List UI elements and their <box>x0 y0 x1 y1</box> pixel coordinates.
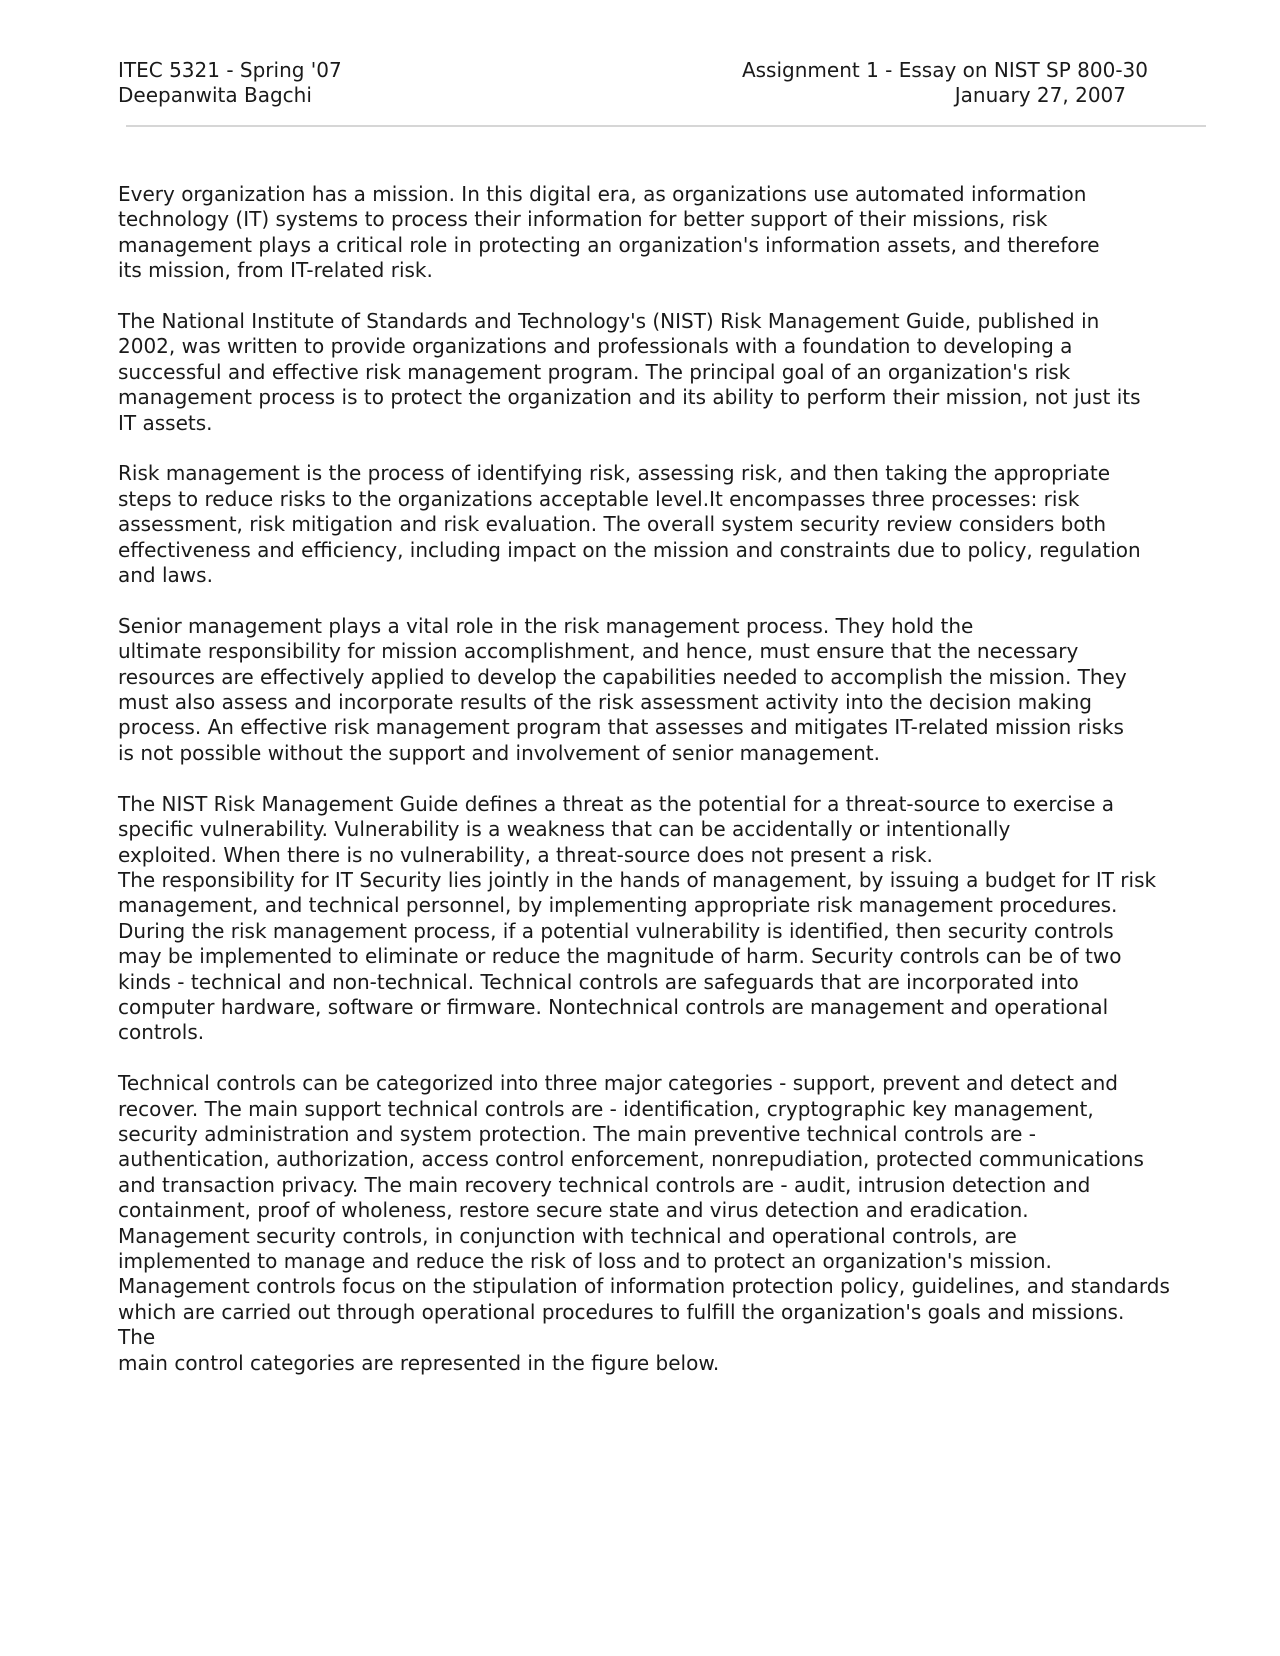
paragraph-line: and laws. <box>118 563 213 588</box>
paragraph-line: kinds - technical and non-technical. Technical controls are safeguards that are incorporated into <box>118 969 1079 994</box>
author-name: Deepanwita Bagchi <box>118 83 312 107</box>
assignment-title: Assignment 1 - Essay on NIST SP 800-30 <box>741 58 1148 82</box>
header-left-block <box>118 58 342 108</box>
paragraph-line: Every organization has a mission. In this digital era, as organizations use automated information <box>118 182 1087 206</box>
header-divider <box>126 125 1206 127</box>
paragraph-line: Management controls focus on the stipulation of information protection policy, guidelines, and standards <box>118 1274 1170 1299</box>
paragraph-line: must also assess and incorporate results of the risk assessment activity into the decision making <box>118 690 1092 715</box>
header-right-block <box>742 58 1148 108</box>
paragraph-line: exploited. When there is no vulnerability, a threat-source does not present a risk. <box>118 842 933 867</box>
paragraph-line: authentication, authorization, access control enforcement, nonrepudiation, protected communications <box>118 1147 1144 1172</box>
paragraph-line: specific vulnerability. Vulnerability is a weakness that can be accidentally or intentionally <box>118 817 1011 842</box>
paragraph-line: containment, proof of wholeness, restore secure state and virus detection and eradication. <box>118 1198 1029 1223</box>
paragraph-line: management process is to protect the organization and its ability to perform their mission, not just its <box>118 385 1141 410</box>
paragraph-line: and transaction privacy. The main recovery technical controls are - audit, intrusion detection and <box>118 1172 1091 1197</box>
paragraph-line: The responsibility for IT Security lies jointly in the hands of management, by issuing a budget for IT risk <box>118 867 1157 892</box>
paragraph-line: ultimate responsibility for mission accomplishment, and hence, must ensure that the necessary <box>118 639 1079 664</box>
paragraph-line: The <box>118 1325 156 1350</box>
paragraph-line: assessment, risk mitigation and risk evaluation. The overall system security review considers both <box>118 512 1107 537</box>
paragraph-line: recover. The main support technical controls are - identification, cryptographic key management, <box>118 1096 1094 1121</box>
paragraph-line: 2002, was written to provide organizations and professionals with a foundation to developing a <box>118 334 1073 359</box>
paragraph-line: resources are effectively applied to develop the capabilities needed to accomplish the mission. They <box>118 664 1127 689</box>
paragraph-line: IT assets. <box>118 410 213 435</box>
paragraph <box>118 309 1218 436</box>
paragraph-line: may be implemented to eliminate or reduce the magnitude of harm. Security controls can be of two <box>118 944 1122 969</box>
paragraph-line: management, and technical personnel, by implementing appropriate risk management procedures. <box>118 893 1118 918</box>
paragraph-line: process. An effective risk management program that assesses and mitigates IT-related mission risks <box>118 715 1124 740</box>
paragraph-line: controls. <box>118 1020 205 1045</box>
paragraph-line: Risk management is the process of identifying risk, assessing risk, and then taking the appropriate <box>118 461 1110 486</box>
paragraph-line: steps to reduce risks to the organizations acceptable level.It encompasses three processes: risk <box>118 486 1080 511</box>
paragraph-line: computer hardware, software or firmware. Nontechnical controls are management and operational <box>118 994 1109 1019</box>
paragraph-line: Senior management plays a vital role in the risk management process. They hold the <box>118 613 974 638</box>
assignment-date: January 27, 2007 <box>954 83 1126 107</box>
paragraph-line: its mission, from IT-related risk. <box>118 258 433 283</box>
paragraph-line: technology (IT) systems to process their information for better support of their missions, risk <box>118 207 1048 232</box>
paragraph-line: security administration and system protection. The main preventive technical controls are - <box>118 1121 1036 1146</box>
paragraph-line: which are carried out through operational procedures to fulfill the organization's goals and missions. <box>118 1299 1125 1324</box>
paragraph-line: effectiveness and efficiency, including impact on the mission and constraints due to policy, regulation <box>118 537 1141 562</box>
paragraph-line: Technical controls can be categorized into three major categories - support, prevent and detect and <box>118 1071 1118 1096</box>
paragraph-line: Management security controls, in conjunction with technical and operational controls, are <box>118 1223 1017 1248</box>
essay-body <box>118 182 1218 1401</box>
page-header <box>118 58 1148 114</box>
paragraph-line: is not possible without the support and involvement of senior management. <box>118 740 880 765</box>
paragraph-line: management plays a critical role in protecting an organization's information assets, and therefore <box>118 232 1100 257</box>
paragraph <box>118 792 1218 1046</box>
paragraph-line: implemented to manage and reduce the risk of loss and to protect an organization's mission. <box>118 1248 1052 1273</box>
paragraph-line: The National Institute of Standards and Technology's (NIST) Risk Management Guide, published in <box>118 309 1100 334</box>
paragraph-line: During the risk management process, if a potential vulnerability is identified, then security controls <box>118 918 1114 943</box>
course-title: ITEC 5321 - Spring '07 <box>118 58 342 82</box>
paragraph-line: main control categories are represented in the figure below. <box>118 1350 720 1375</box>
paragraph <box>118 1071 1218 1376</box>
paragraph-line: successful and effective risk management program. The principal goal of an organization's risk <box>118 359 1071 384</box>
paragraph <box>118 461 1218 588</box>
paragraph-line: The NIST Risk Management Guide defines a threat as the potential for a threat-source to exercise a <box>118 791 1115 816</box>
paragraph <box>118 182 1218 284</box>
paragraph <box>118 614 1218 766</box>
